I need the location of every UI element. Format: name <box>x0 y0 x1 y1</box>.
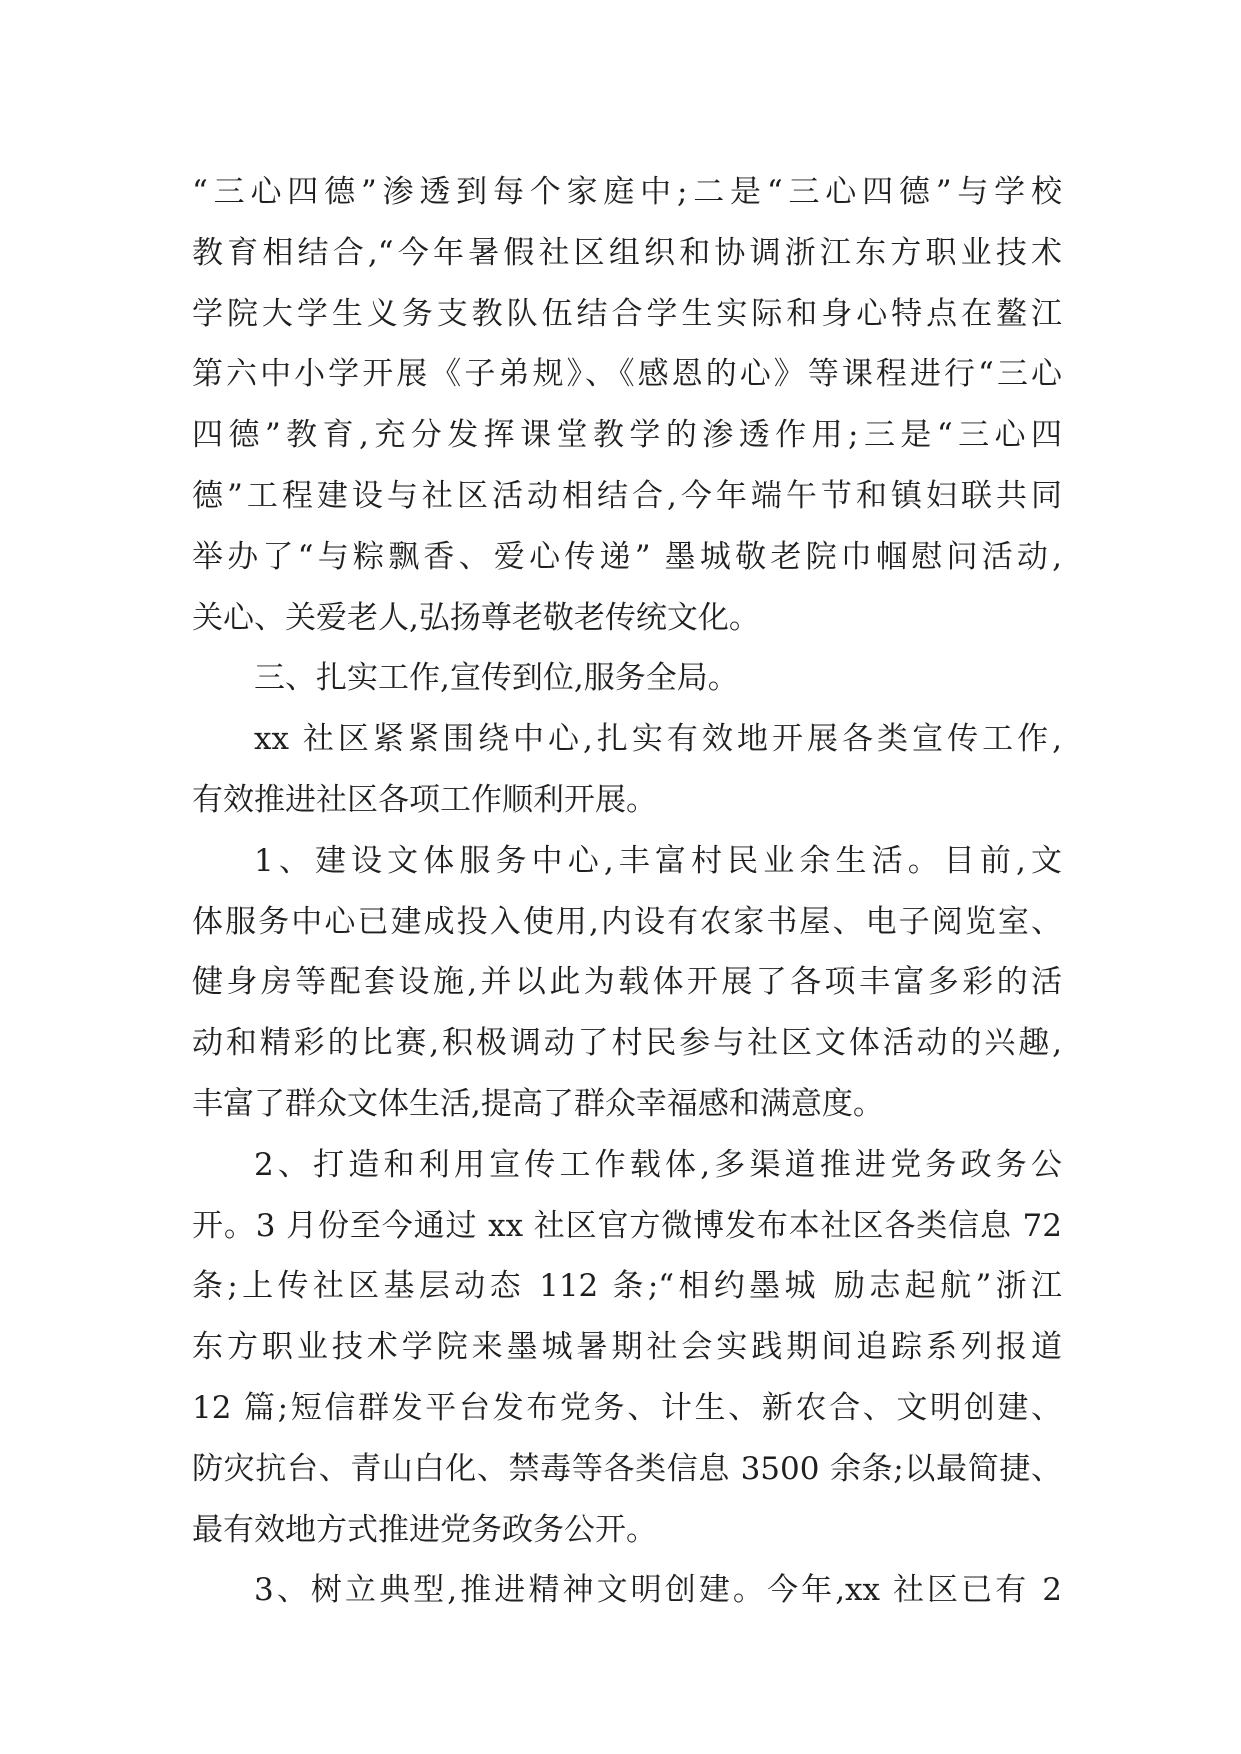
text-line: 学院大学生义务支教队伍结合学生实际和身心特点在鳌江 <box>192 295 1062 332</box>
text-line: 开。3 月份至今通过 xx 社区官方微博发布本社区各类信息 72 <box>192 1207 1062 1244</box>
text-line: 最有效地方式推进党务政务公开。 <box>192 1511 657 1548</box>
text-line: 防灾抗台、青山白化、禁毒等各类信息 3500 余条;以最简捷、 <box>192 1450 1062 1487</box>
text-line: 条;上传社区基层动态 112 条;“相约墨城 励志起航”浙江 <box>192 1268 1062 1305</box>
text-line: 第六中小学开展《子弟规》、《感恩的心》等课程进行“三心 <box>192 356 1062 393</box>
text-line: 四德”教育,充分发挥课堂教学的渗透作用;三是“三心四 <box>192 417 1062 454</box>
text-line: 东方职业技术学院来墨城暑期社会实践期间追踪系列报道 <box>192 1329 1062 1366</box>
paragraph-first-line: xx 社区紧紧围绕中心,扎实有效地开展各类宣传工作, <box>254 721 1062 758</box>
text-line: 丰富了群众文体生活,提高了群众幸福感和满意度。 <box>192 1085 884 1122</box>
paragraph-first-line: 3、树立典型,推进精神文明创建。今年,xx 社区已有 2 <box>254 1572 1062 1609</box>
document-body <box>192 162 1062 1621</box>
text-line: “三心四德”渗透到每个家庭中;二是“三心四德”与学校 <box>192 174 1062 210</box>
paragraph-first-line: 2、打造和利用宣传工作载体,多渠道推进党务政务公 <box>254 1146 1062 1183</box>
text-line: 德”工程建设与社区活动相结合,今年端午节和镇妇联共同 <box>192 477 1062 514</box>
text-line: 教育相结合,“今年暑假社区组织和协调浙江东方职业技术 <box>192 234 1062 271</box>
text-line: 有效推进社区各项工作顺利开展。 <box>192 781 657 818</box>
paragraph-first-line: 1、建设文体服务中心,丰富村民业余生活。目前,文 <box>254 842 1062 879</box>
text-line: 体服务中心已建成投入使用,内设有农家书屋、电子阅览室、 <box>192 903 1062 940</box>
text-line: 举办了“与粽飘香、爱心传递” 墨城敬老院巾帼慰问活动, <box>192 538 1062 575</box>
text-line: 健身房等配套设施,并以此为载体开展了各项丰富多彩的活 <box>192 964 1062 1001</box>
text-line: 关心、关爱老人,弘扬尊老敬老传统文化。 <box>192 599 760 636</box>
text-line: 12 篇;短信群发平台发布党务、计生、新农合、文明创建、 <box>192 1389 1062 1426</box>
text-line: 动和精彩的比赛,积极调动了村民参与社区文体活动的兴趣, <box>192 1025 1062 1062</box>
section-heading: 三、扎实工作,宣传到位,服务全局。 <box>254 660 739 697</box>
